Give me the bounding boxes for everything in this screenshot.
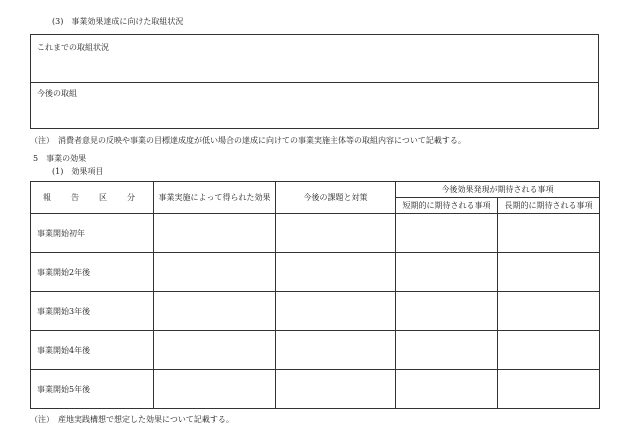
efforts-divider	[31, 82, 598, 83]
effects-table	[30, 181, 600, 409]
header-future-issues: 今後の課題と対策	[276, 182, 396, 214]
row-label: 事業開始3年後	[31, 292, 154, 331]
header-expected-group: 今後効果発現が期待される事項	[396, 182, 600, 198]
table-cell	[396, 370, 498, 409]
table-row	[31, 331, 600, 370]
header-report-category: 報 告 区 分	[31, 182, 154, 214]
table-cell	[498, 214, 600, 253]
table-cell	[276, 253, 396, 292]
section5-heading: 5 事業の効果	[33, 154, 87, 163]
section3-heading: (3) 事業効果達成に向けた取組状況	[52, 17, 184, 26]
table-cell	[154, 253, 276, 292]
efforts-box	[30, 34, 599, 129]
table-row	[31, 370, 600, 409]
table-cell	[276, 214, 396, 253]
section5-subheading: (1) 効果項目	[52, 167, 104, 176]
table-cell	[276, 370, 396, 409]
future-efforts-label: 今後の取組	[37, 89, 77, 98]
table-cell	[396, 214, 498, 253]
table-cell	[498, 370, 600, 409]
past-efforts-label: これまでの取組状況	[37, 43, 109, 52]
row-label: 事業開始2年後	[31, 253, 154, 292]
section5-note: （注） 産地実践構想で想定した効果について記載する。	[30, 415, 234, 424]
row-label: 事業開始5年後	[31, 370, 154, 409]
table-cell	[396, 292, 498, 331]
table-cell	[498, 253, 600, 292]
table-cell	[396, 331, 498, 370]
row-label: 事業開始4年後	[31, 331, 154, 370]
table-row	[31, 292, 600, 331]
header-short-term: 短期的に期待される事項	[396, 198, 498, 214]
table-cell	[498, 331, 600, 370]
table-cell	[154, 370, 276, 409]
row-label: 事業開始初年	[31, 214, 154, 253]
table-cell	[276, 292, 396, 331]
header-long-term: 長期的に期待される事項	[498, 198, 600, 214]
table-cell	[498, 292, 600, 331]
section3-note: （注） 消費者意見の反映や事業の目標達成度が低い場合の達成に向けての事業実施主体等の取組内容について記載する。	[30, 136, 466, 145]
table-cell	[396, 253, 498, 292]
table-cell	[154, 214, 276, 253]
table-cell	[154, 331, 276, 370]
table-cell	[276, 331, 396, 370]
header-effects-obtained: 事業実施によって得られた効果	[154, 182, 276, 214]
table-row	[31, 214, 600, 253]
table-row	[31, 253, 600, 292]
table-cell	[154, 292, 276, 331]
